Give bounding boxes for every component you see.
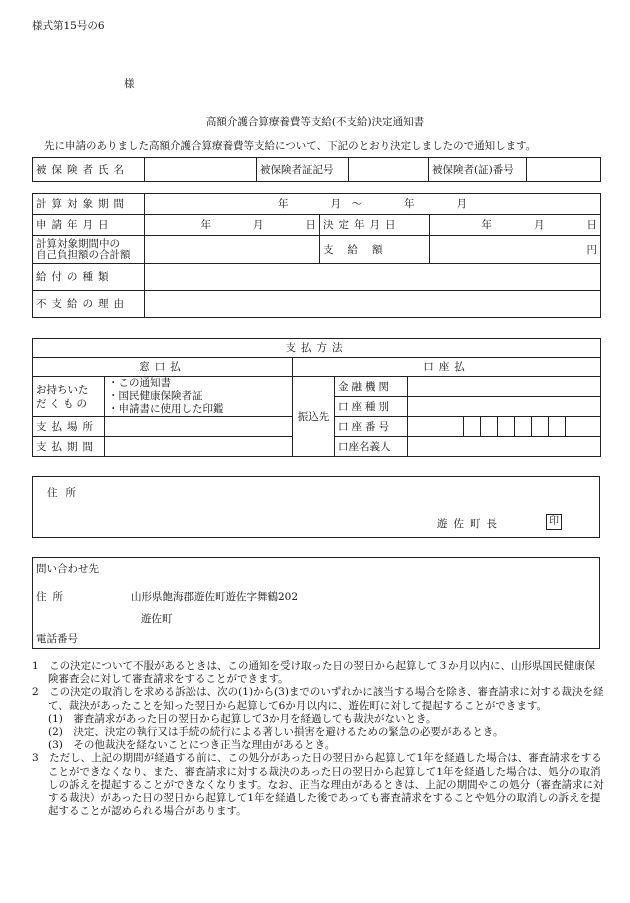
account-holder-field[interactable] xyxy=(408,437,601,457)
note-3: 3 ただし、上記の期間が経過する前に、この処分があった日の翌日から起算して1年を経過した場合は、審査請求をすることができなくなり、また、審査請求に対する裁決のあった日の翌日から起算して1年を経過した場合は、処分の取消しの訴えを提起することができなくなります。なお、正当な理由があるときは、上記の期間やこの処分（審査請求に対する裁決）があった日の翌日から起算して1年を経過した後であっても審査請求をすることや処分の取消しの訴えを提起することが認められる場合があります。 xyxy=(32,752,604,818)
sender-address-label: 住所 xyxy=(47,487,84,499)
note-2: 2 この決定の取消しを求める訴訟は、次の(1)から(3)までのいずれかに該当する場合を除き、審査請求に対する裁決を経て、裁決があったことを知った翌日から起算して6か月以内に、遊佐町に対して提起することができます。 xyxy=(32,686,604,712)
period-value[interactable]: 年 月 ～ 年 月 xyxy=(145,194,601,215)
bring-items-label xyxy=(33,377,105,417)
note-2-item-2: (2) 決定、決定の執行又は手続の続行による著しい損害を避けるための緊急の必要があるとき。 xyxy=(48,726,504,739)
apply-date-value[interactable]: 年 月 日 xyxy=(145,215,320,236)
account-digit-box[interactable] xyxy=(566,417,601,437)
account-digit-box[interactable] xyxy=(532,417,549,437)
insured-name-label: 被保険者氏名 xyxy=(33,158,145,182)
benefit-type-field[interactable] xyxy=(145,264,601,291)
seal-mark: 印 xyxy=(546,514,562,530)
copay-field[interactable] xyxy=(145,236,320,264)
benefit-type-label: 給付の種類 xyxy=(33,264,145,291)
bring-item: ・国民健康保険者証 xyxy=(108,390,203,402)
card-number-label: 被保険者証記号 xyxy=(257,158,349,182)
notes-section xyxy=(32,660,604,818)
copay-label-line1: 計算対象期間中の xyxy=(36,237,120,250)
addressee-suffix: 様 xyxy=(124,78,135,90)
account-digit-box[interactable] xyxy=(515,417,532,437)
intro-text: 先に申請のありました高額介護合算療養費等支給について、下記のとおり決定しましたので通知します。 xyxy=(44,140,537,152)
reason-field[interactable] xyxy=(145,291,601,318)
contact-address-value: 山形県飽海郡遊佐町遊佐字舞鶴202 xyxy=(131,591,299,603)
bring-label-line2: だくもの xyxy=(36,397,90,410)
account-digit-box[interactable] xyxy=(498,417,515,437)
account-type-field[interactable] xyxy=(408,397,601,417)
window-payment-label: 窓口払 xyxy=(33,358,293,377)
mayor-name: 遊佐町長 xyxy=(437,518,503,530)
account-payment-label: 口座払 xyxy=(293,358,601,377)
decision-date-value[interactable]: 年 月 日 xyxy=(430,215,601,236)
decision-table xyxy=(32,193,601,318)
contact-header: 問い合わせ先 xyxy=(36,563,99,575)
account-number-field[interactable] xyxy=(408,417,464,437)
contact-box xyxy=(32,557,600,649)
account-number-label: 口座番号 xyxy=(335,417,408,437)
amount-field[interactable] xyxy=(430,236,601,264)
bank-field[interactable] xyxy=(408,377,601,397)
bank-label: 金融機関 xyxy=(335,377,408,397)
payment-header: 支払方法 xyxy=(33,339,601,358)
decision-date-label: 決定年月日 xyxy=(320,215,430,236)
bring-items-list xyxy=(105,377,293,417)
account-holder-label: 口座名義人 xyxy=(335,437,408,457)
card-number-field[interactable] xyxy=(349,158,429,182)
pay-term-field[interactable] xyxy=(105,437,293,457)
transfer-label: 振込先 xyxy=(293,377,335,457)
amount-label: 支給額 xyxy=(320,236,430,264)
document-title: 高額介護合算療養費等支給(不支給)決定通知書 xyxy=(205,116,425,128)
bring-label-line1: お持ちいた xyxy=(36,383,89,396)
account-digit-box[interactable] xyxy=(549,417,566,437)
account-digit-box[interactable] xyxy=(464,417,481,437)
contact-address-label: 住所 xyxy=(36,591,69,603)
form-number: 様式第15号の6 xyxy=(32,20,105,32)
note-1: 1 この決定について不服があるときは、この通知を受け取った日の翌日から起算して３か月以内に、山形県国民健康保険審査会に対して審査請求をすることができます。 xyxy=(32,660,595,686)
contact-office: 遊佐町 xyxy=(141,613,173,625)
account-type-label: 口座種別 xyxy=(335,397,408,417)
payment-table xyxy=(32,338,601,457)
note-2-item-1: (1) 審査請求があった日の翌日から起算して3か月を経過しても裁決がないとき。 xyxy=(48,712,437,725)
copay-label xyxy=(33,236,145,264)
sender-box xyxy=(32,476,600,538)
insured-number-field[interactable] xyxy=(527,158,601,182)
pay-place-label: 支払場所 xyxy=(33,417,105,437)
insured-number-label: 被保険者(証)番号 xyxy=(429,158,527,182)
apply-date-label: 申請年月日 xyxy=(33,215,145,236)
pay-place-field[interactable] xyxy=(105,417,293,437)
bring-item: ・申請書に使用した印鑑 xyxy=(108,403,224,415)
yen-unit: 円 xyxy=(586,243,598,256)
contact-phone-label: 電話番号 xyxy=(36,633,78,645)
account-digit-box[interactable] xyxy=(481,417,498,437)
note-2-item-3: (3) その他裁決を経ないことにつき正当な理由があるとき。 xyxy=(48,739,336,752)
reason-label: 不支給の理由 xyxy=(33,291,145,318)
period-label: 計算対象期間 xyxy=(33,194,145,215)
bring-item: ・この通知書 xyxy=(108,377,171,389)
pay-term-label: 支払期間 xyxy=(33,437,105,457)
insured-table xyxy=(32,157,601,182)
copay-label-line2: 自己負担額の合計額 xyxy=(36,248,131,261)
insured-name-field[interactable] xyxy=(145,158,257,182)
